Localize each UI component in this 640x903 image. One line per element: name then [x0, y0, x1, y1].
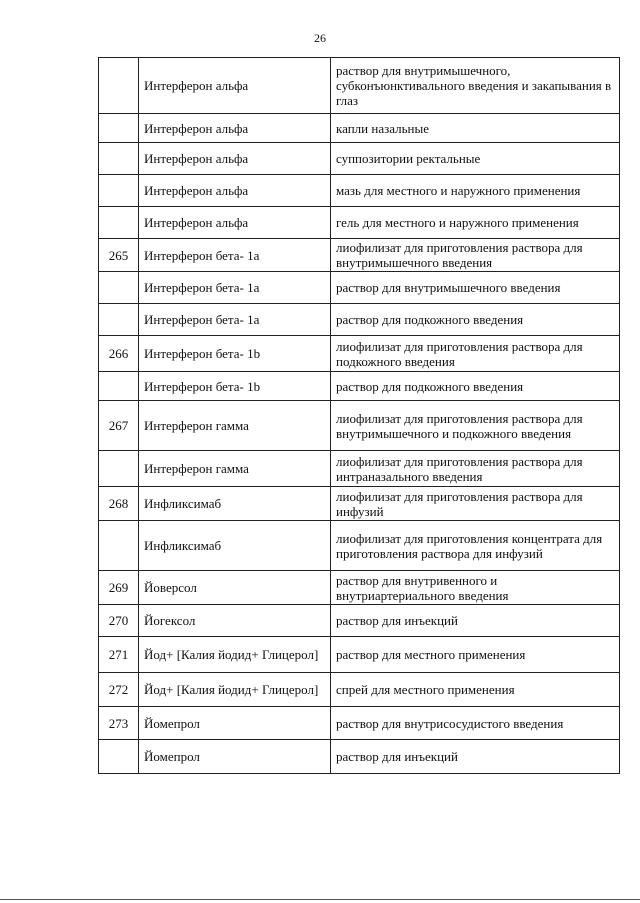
row-number [99, 143, 139, 175]
table-row [99, 114, 620, 143]
table-row [99, 272, 620, 304]
row-number [99, 207, 139, 239]
table-row [99, 304, 620, 336]
row-number: 272 [99, 673, 139, 707]
table-row [99, 175, 620, 207]
dosage-form: раствор для внутримышечного введения [331, 272, 620, 304]
table-row [99, 637, 620, 673]
drug-name: Интерферон альфа [139, 143, 331, 175]
table-row [99, 487, 620, 521]
table-row [99, 451, 620, 487]
dosage-form: раствор для внутримышечного, субконъюнктивального введения и закапывания в глаз [331, 58, 620, 114]
dosage-form: суппозитории ректальные [331, 143, 620, 175]
table-row [99, 571, 620, 605]
row-number [99, 175, 139, 207]
drug-name: Интерферон альфа [139, 114, 331, 143]
drug-name: Йогексол [139, 605, 331, 637]
row-number: 269 [99, 571, 139, 605]
table-row [99, 58, 620, 114]
drug-name: Интерферон бета- 1a [139, 239, 331, 272]
table-row [99, 401, 620, 451]
drug-name: Йод+ [Калия йодид+ Глицерол] [139, 637, 331, 673]
dosage-form: спрей для местного применения [331, 673, 620, 707]
table-row [99, 336, 620, 372]
dosage-form: лиофилизат для приготовления концентрата для приготовления раствора для инфузий [331, 521, 620, 571]
dosage-form: раствор для инъекций [331, 605, 620, 637]
drug-name: Инфликсимаб [139, 521, 331, 571]
drug-name: Йод+ [Калия йодид+ Глицерол] [139, 673, 331, 707]
table-row [99, 521, 620, 571]
dosage-form: лиофилизат для приготовления раствора для внутримышечного и подкожного введения [331, 401, 620, 451]
drug-name: Интерферон бета- 1a [139, 304, 331, 336]
page-number: 26 [314, 31, 326, 45]
row-number: 266 [99, 336, 139, 372]
dosage-form: мазь для местного и наружного применения [331, 175, 620, 207]
dosage-form: раствор для подкожного введения [331, 304, 620, 336]
table-row [99, 239, 620, 272]
row-number [99, 740, 139, 774]
row-number [99, 58, 139, 114]
table-row [99, 673, 620, 707]
row-number [99, 372, 139, 401]
page-bottom-rule [0, 899, 640, 900]
drug-name: Интерферон бета- 1a [139, 272, 331, 304]
dosage-form: раствор для подкожного введения [331, 372, 620, 401]
table-row [99, 372, 620, 401]
drug-name: Интерферон бета- 1b [139, 372, 331, 401]
row-number [99, 451, 139, 487]
row-number [99, 521, 139, 571]
dosage-form: лиофилизат для приготовления раствора для инфузий [331, 487, 620, 521]
table-row [99, 207, 620, 239]
drug-name: Интерферон гамма [139, 401, 331, 451]
dosage-form: раствор для внутрисосудистого введения [331, 707, 620, 740]
row-number: 271 [99, 637, 139, 673]
row-number [99, 114, 139, 143]
drug-name: Интерферон альфа [139, 207, 331, 239]
table-row [99, 740, 620, 774]
drug-name: Интерферон альфа [139, 58, 331, 114]
row-number: 265 [99, 239, 139, 272]
dosage-form: капли назальные [331, 114, 620, 143]
drug-name: Интерферон бета- 1b [139, 336, 331, 372]
row-number: 267 [99, 401, 139, 451]
dosage-form: лиофилизат для приготовления раствора для интраназального введения [331, 451, 620, 487]
row-number: 268 [99, 487, 139, 521]
dosage-form: лиофилизат для приготовления раствора для подкожного введения [331, 336, 620, 372]
dosage-form: гель для местного и наружного применения [331, 207, 620, 239]
dosage-form: раствор для внутривенного и внутриартериального введения [331, 571, 620, 605]
drug-name: Интерферон гамма [139, 451, 331, 487]
row-number: 270 [99, 605, 139, 637]
row-number: 273 [99, 707, 139, 740]
table-row [99, 143, 620, 175]
drug-name: Инфликсимаб [139, 487, 331, 521]
row-number [99, 272, 139, 304]
dosage-form: лиофилизат для приготовления раствора для внутримышечного введения [331, 239, 620, 272]
drug-name: Интерферон альфа [139, 175, 331, 207]
row-number [99, 304, 139, 336]
dosage-form: раствор для инъекций [331, 740, 620, 774]
drug-table [98, 57, 620, 774]
table-row [99, 605, 620, 637]
drug-name: Йоверсол [139, 571, 331, 605]
drug-name: Йомепрол [139, 707, 331, 740]
table-row [99, 707, 620, 740]
dosage-form: раствор для местного применения [331, 637, 620, 673]
drug-name: Йомепрол [139, 740, 331, 774]
